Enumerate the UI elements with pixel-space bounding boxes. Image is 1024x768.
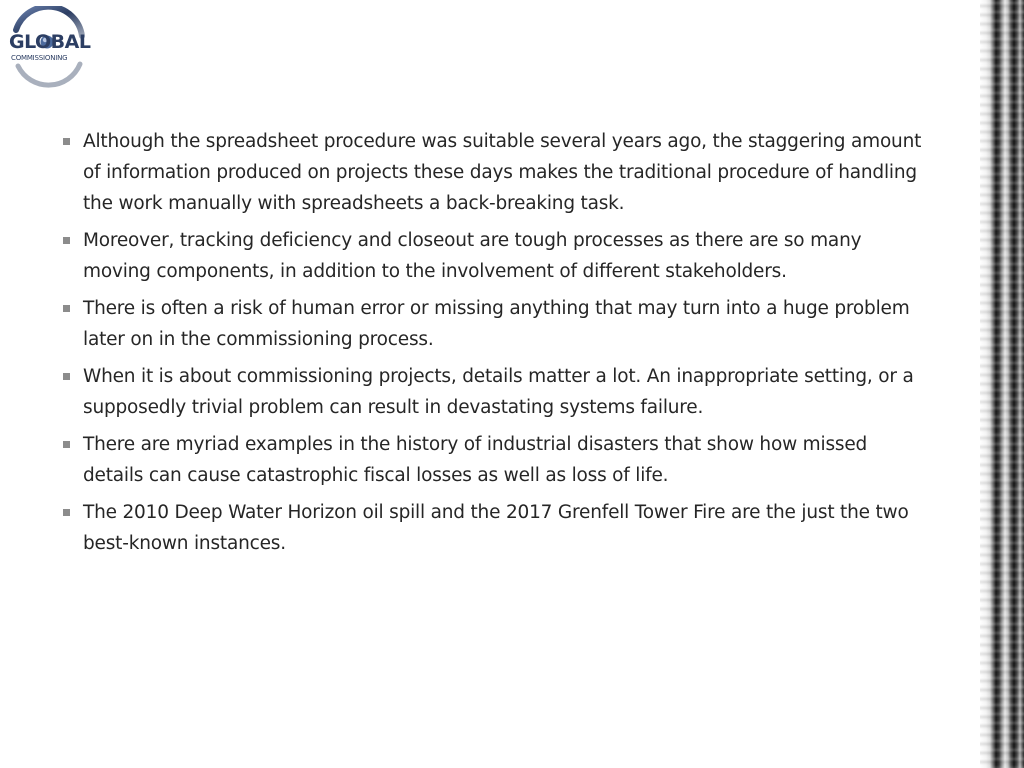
square-bullet-icon	[63, 509, 70, 516]
bullet-item	[62, 429, 922, 491]
bullet-text: Moreover, tracking deficiency and closeout are tough processes as there are so many moving components, in addition to the involvement of different stakeholders.	[83, 230, 862, 282]
bullet-list	[62, 126, 922, 559]
bullet-text: There is often a risk of human error or missing anything that may turn into a huge problem later on in the commissioning process.	[83, 298, 910, 350]
square-bullet-icon	[63, 138, 70, 145]
bullet-item	[62, 497, 922, 559]
square-bullet-icon	[63, 441, 70, 448]
bullet-text: There are myriad examples in the history of industrial disasters that show how missed details can cause catastrophic fiscal losses as well as loss of life.	[83, 434, 868, 486]
slide-content	[62, 126, 922, 565]
bullet-text: The 2010 Deep Water Horizon oil spill and the 2017 Grenfell Tower Fire are the just the two best-known instances.	[83, 502, 909, 554]
bullet-text: When it is about commissioning projects, details matter a lot. An inappropriate setting, or a supposedly trivial problem can result in devastating systems failure.	[83, 366, 914, 418]
bullet-text: Although the spreadsheet procedure was suitable several years ago, the staggering amount of information produced on projects these days makes the traditional procedure of handling the work manually with spreadsheets a back-breaking task.	[83, 131, 922, 214]
bullet-item	[62, 225, 922, 287]
decorative-edge-strip	[980, 0, 1024, 768]
bullet-item	[62, 293, 922, 355]
bullet-item	[62, 126, 922, 219]
square-bullet-icon	[63, 237, 70, 244]
logo-tagline: COMMISSIONING	[11, 54, 68, 62]
square-bullet-icon	[63, 373, 70, 380]
square-bullet-icon	[63, 305, 70, 312]
global-commissioning-logo	[4, 6, 90, 88]
bullet-item	[62, 361, 922, 423]
logo-wordmark: GLOBAL	[9, 31, 91, 53]
